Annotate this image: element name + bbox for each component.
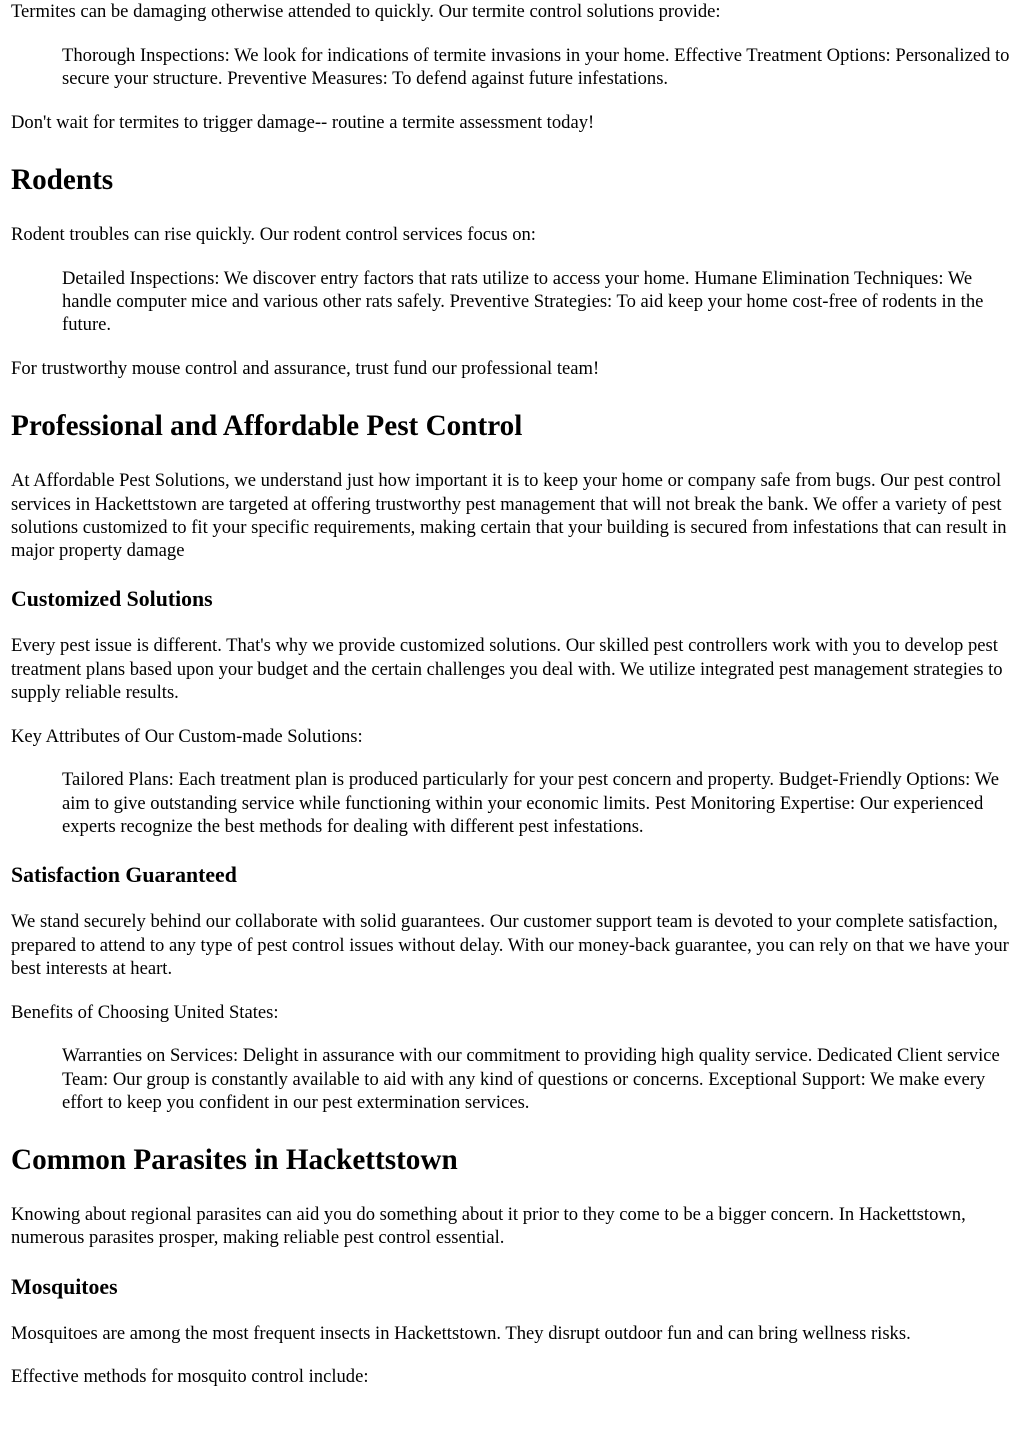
termites-call-to-action: Don't wait for termites to trigger damage-- routine a termite assessment today! [11,111,595,133]
mosquitoes-heading: Mosquitoes [11,1274,118,1299]
customized-attributes-list: Tailored Plans: Each treatment plan is produced particularly for your pest concern and property. Budget-Friendly Options: We aim to give outstanding service while functioning within your economic limits. Pest Monitoring Expertise: Our experienced experts recognize the best methods for dealing with different pest infestations. [62,769,999,837]
customized-body: Every pest issue is different. That's why we provide customized solutions. Our skilled pest controllers work with you to develop pest treatment plans based upon your budget and the certain challenges you deal with. We utilize integrated pest management strategies to supply reliable results. [11,635,1003,704]
rodents-intro: Rodent troubles can rise quickly. Our rodent control services focus on: [11,223,536,245]
customized-heading: Customized Solutions [11,587,213,612]
satisfaction-body: We stand securely behind our collaborate with solid guarantees. Our customer support team is devoted to your complete satisfaction, prepared to attend to any type of pest control issues without delay. With our money-back guarantee, you can rely on that we have your best interests at heart. [11,911,1009,979]
termites-intro: Termites can be damaging otherwise attended to quickly. Our termite control solutions provide: [11,1,721,22]
rodents-heading: Rodents [11,163,114,196]
rodents-services-list: Detailed Inspections: We discover entry factors that rats utilize to access your home. Humane Elimination Techniques: We handle computer mice and various other rats safely. Preventive Strategies: To aid keep your home cost-free of rodents in the future. [62,267,984,336]
termites-services-list: Thorough Inspections: We look for indications of termite invasions in your home. Effective Treatment Options: Personalized to secure your structure. Preventive Measures: To defend against future infestations. [62,44,1010,89]
common-parasites-body: Knowing about regional parasites can aid you do something about it prior to they come to be a bigger concern. In Hackettstown, numerous parasites prosper, making reliable pest control essential. [11,1204,966,1249]
customized-intro: Key Attributes of Our Custom-made Solutions: [11,725,363,747]
rodents-call-to-action: For trustworthy mouse control and assurance, trust fund our professional team! [11,357,600,379]
professional-heading: Professional and Affordable Pest Control [11,410,523,443]
satisfaction-heading: Satisfaction Guaranteed [11,863,237,888]
mosquitoes-intro: Effective methods for mosquito control include: [11,1366,369,1388]
common-parasites-heading: Common Parasites in Hackettstown [11,1144,458,1177]
satisfaction-intro: Benefits of Choosing United States: [11,1001,279,1023]
professional-body: At Affordable Pest Solutions, we understand just how important it is to keep your home or company safe from bugs. Our pest control services in Hackettstown are targeted at offering trustworthy pest management that will not break the bank. We offer a variety of pest solutions customized to fit your specific requirements, making certain that your building is secured from infestations that can result in major property damage [11,470,1007,562]
mosquitoes-body: Mosquitoes are among the most frequent insects in Hackettstown. They disrupt outdoor fun and can bring wellness risks. [11,1322,911,1344]
satisfaction-benefits-list: Warranties on Services: Delight in assurance with our commitment to providing high quality service. Dedicated Client service Team: Our group is constantly available to aid with any kind of questions or concerns. Exceptional Support: We make every effort to keep you confident in our pest extermination services. [62,1045,1000,1113]
